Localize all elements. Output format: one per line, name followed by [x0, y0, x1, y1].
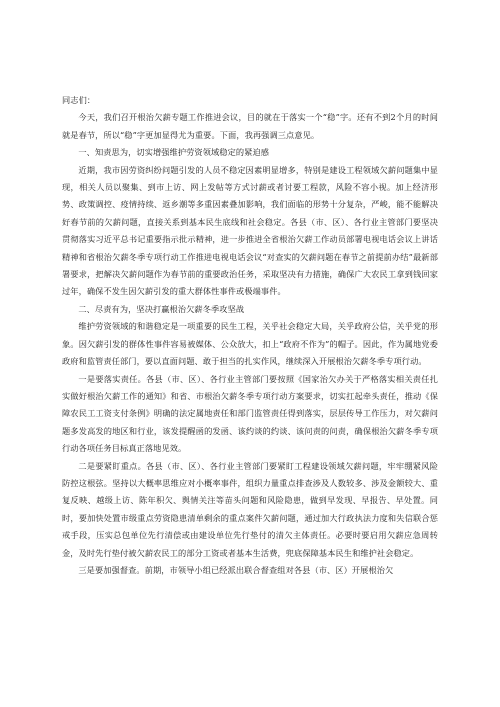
point-paragraph-2: 二是要紧盯重点。各县（市、区）、各行业主管部门要紧盯工程建设领域欠薪问题，牢牢绷紧风险防控这根弦。坚持以大概率思维应对小概率事件，组织力量重点排查涉及人数较多、涉及金额较大、重复反映、越级上访、陈年积欠、舆情关注等苗头问题和风险隐患，做到早发现、早报告、早处置。同时，要加快处置市级重点劳资隐患清单剩余的重点案件欠薪问题，通过加大行政执法力度和失信联合惩戒手段，压实总包单位先行清偿或由建设单位先行垫付的清欠主体责任。必要时要启用欠薪应急周转金，及时先行垫付被欠薪农民工的部分工资或者基本生活费，兜底保障基本民生和维护社会稳定。: [62, 460, 438, 558]
body-paragraph: 近期，我市因劳资纠纷问题引发的人员不稳定因素明显增多，特别是建设工程领域欠薪问题集中显现，相关人员以聚集、到市上访、网上发帖等方式讨薪或者讨要工程款，风险不容小视。加上经济形势、政策调控、疫情持续、返乡潮等多重因素叠加影响，我们面临的形势十分复杂，严峻，能不能解决好春节前的欠薪问题，直接关系到基本民生底线和社会稳定。各县（市、区）、各行业主管部门要坚决贯彻落实习近平总书记重要指示批示精神，进一步推进全省根治欠薪工作动员部署电视电话会议上讲话精神和省根治欠薪冬季专项行动工作推进电视电话会议“对查实的欠薪问题在春节之前提前办结”最新部署要求，把解决欠薪问题作为春节前的重要政治任务，采取坚决有力措施，确保广大农民工拿到钱回家过年，确保不发生因欠薪引发的重大群体性事件或极端事件。: [62, 164, 438, 297]
section-heading-2: 二、尽责有为，坚决打赢根治欠薪冬季攻坚战: [78, 303, 245, 314]
point-paragraph-3: 三是要加强督查。前期，市领导小组已经派出联合督查组对各县（市、区）开展根治欠: [78, 564, 394, 575]
intro-paragraph: 今天，我们召开根治欠薪专题工作推进会议，目的就在于落实一个“稳”字。还有不到2个月的时间就是春节，所以“稳”字更加显得尤为重要。下面，我再强调三点意见。: [62, 112, 438, 140]
point-paragraph-1: 一是要落实责任。各县（市、区）、各行业主管部门要按照《国家治欠办关于严格落实相关责任扎实做好根治欠薪工作的通知》和省、市根治欠薪冬季专项行动方案要求，切实扛起牵头责任，推动《保障农民工工资支付条例》明确的法定属地责任和部门监管责任得到落实，层层传导工作压力，对欠薪问题多发高发的地区和行业，该发提醒函的发函、该约谈的约谈、该问责的问责，确保根治欠薪冬季专项行动各项任务目标真正落地见效。: [62, 373, 438, 454]
section-heading-1: 一、知责思为，切实增强维护劳资领域稳定的紧迫感: [78, 147, 270, 158]
body-paragraph: 维护劳资领域的和谐稳定是一项重要的民生工程，关乎社会稳定大局，关乎政府公信，关乎党的形象。因欠薪引发的群体性事件容易被媒体、公众放大，扣上“政府不作为”的帽子。因此，作为属地党委政府和监管责任部门，要以直面问题、敢于担当的扎实作风，继续深入开展根治欠薪冬季专项行动。: [62, 321, 438, 367]
document-body: [62, 92, 438, 579]
salutation: 同志们：: [62, 95, 96, 105]
